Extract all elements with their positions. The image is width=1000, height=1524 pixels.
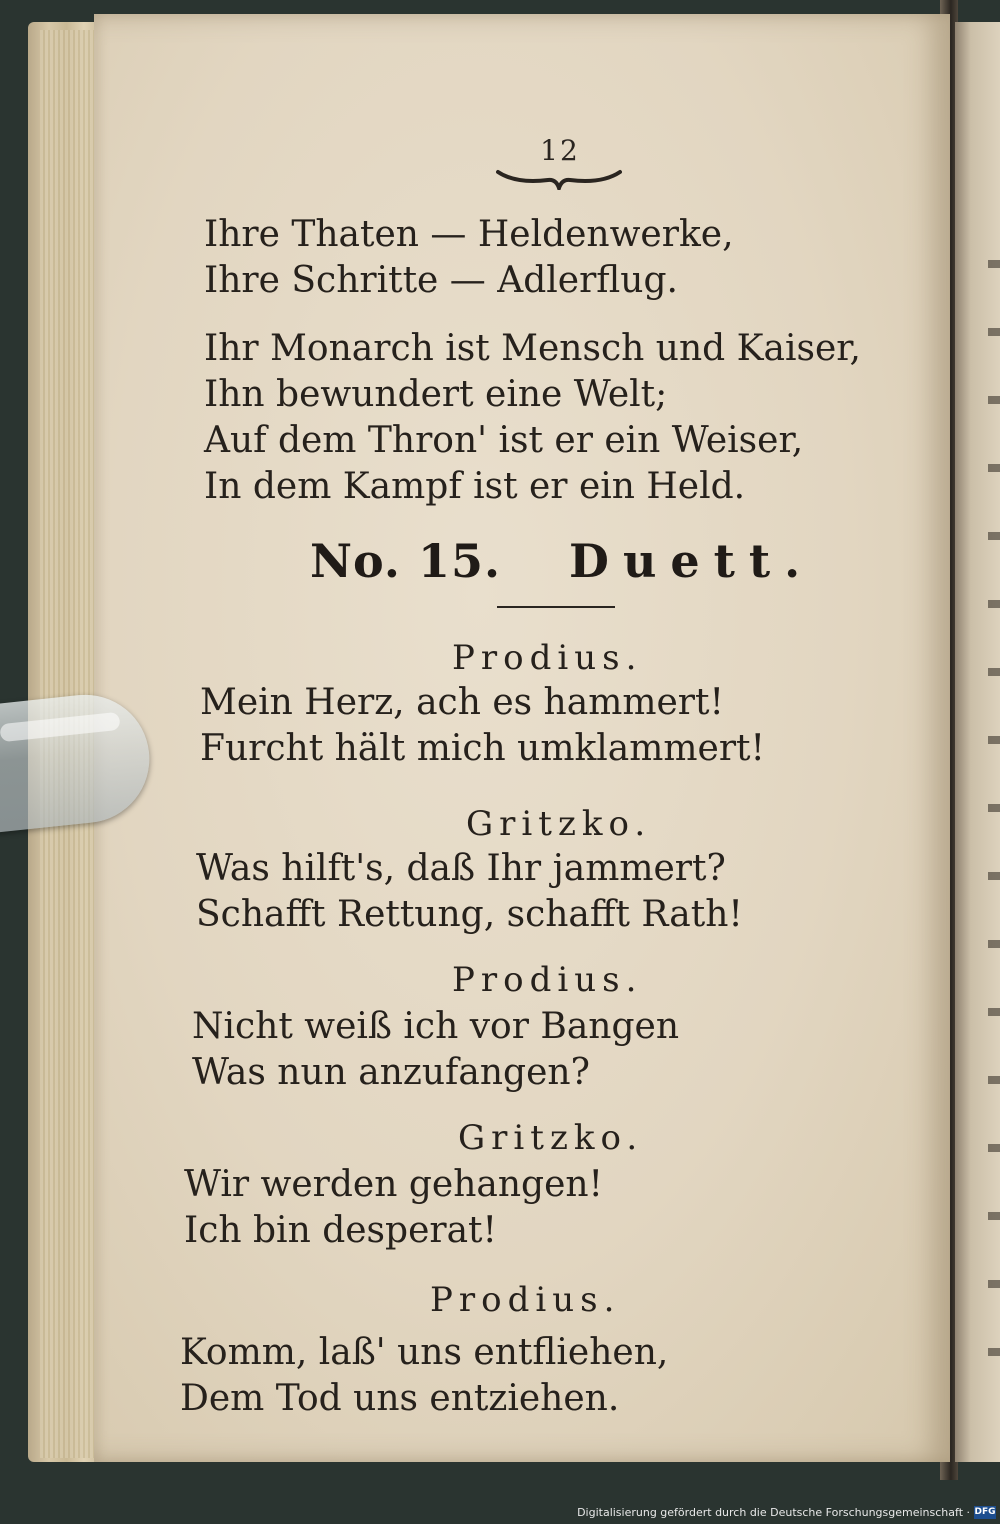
verse-line: In dem Kampf ist er ein Held. xyxy=(204,466,746,507)
verse-line: Ihr Monarch ist Mensch und Kaiser, xyxy=(204,328,861,369)
verse-line: Ihn bewundert eine Welt; xyxy=(204,374,668,415)
dialogue-lines-4 xyxy=(184,1162,603,1254)
section-title: Duett. xyxy=(569,534,815,588)
ornamental-brace xyxy=(496,168,622,190)
verse-line: Auf dem Thron' ist er ein Weiser, xyxy=(204,420,804,461)
dialogue-line: Nicht weiß ich vor Bangen xyxy=(192,1006,680,1047)
dialogue-lines-2 xyxy=(196,846,743,938)
dialogue-lines-5 xyxy=(180,1330,668,1422)
dialogue-line: Ich bin desperat! xyxy=(184,1210,497,1251)
speaker-name: Gritzko. xyxy=(458,1118,644,1158)
dialogue-line: Mein Herz, ach es hammert! xyxy=(200,682,724,723)
next-page-text-fragments xyxy=(988,200,1000,1380)
dialogue-line: Komm, laß' uns entfliehen, xyxy=(180,1332,669,1373)
verse-stanza-1 xyxy=(204,212,734,304)
page-number: 12 xyxy=(540,134,580,167)
dialogue-line: Schafft Rettung, schafft Rath! xyxy=(196,894,743,935)
section-number: No. 15. xyxy=(310,534,501,588)
dialogue-line: Furcht hält mich umklammert! xyxy=(200,728,765,769)
section-heading xyxy=(310,534,814,588)
dialogue-line: Dem Tod uns entziehen. xyxy=(180,1378,620,1419)
dfg-logo: DFG xyxy=(974,1507,996,1517)
speaker-name: Prodius. xyxy=(452,960,643,1000)
speaker-name: Prodius. xyxy=(452,638,643,678)
dialogue-line: Wir werden gehangen! xyxy=(184,1164,604,1205)
verse-stanza-2 xyxy=(204,326,861,510)
speaker-name: Prodius. xyxy=(430,1280,621,1320)
verse-line: Ihre Schritte — Adlerflug. xyxy=(204,260,678,301)
verse-line: Ihre Thaten — Heldenwerke, xyxy=(204,214,734,255)
heading-rule xyxy=(497,606,615,608)
speaker-name: Gritzko. xyxy=(466,804,652,844)
dialogue-lines-3 xyxy=(192,1004,679,1096)
dialogue-line: Was hilft's, daß Ihr jammert? xyxy=(196,848,726,889)
dialogue-lines-1 xyxy=(200,680,765,772)
digitization-credit: Digitalisierung gefördert durch die Deutsche Forschungsgemeinschaft · xyxy=(577,1506,970,1519)
dialogue-line: Was nun anzufangen? xyxy=(192,1052,590,1093)
